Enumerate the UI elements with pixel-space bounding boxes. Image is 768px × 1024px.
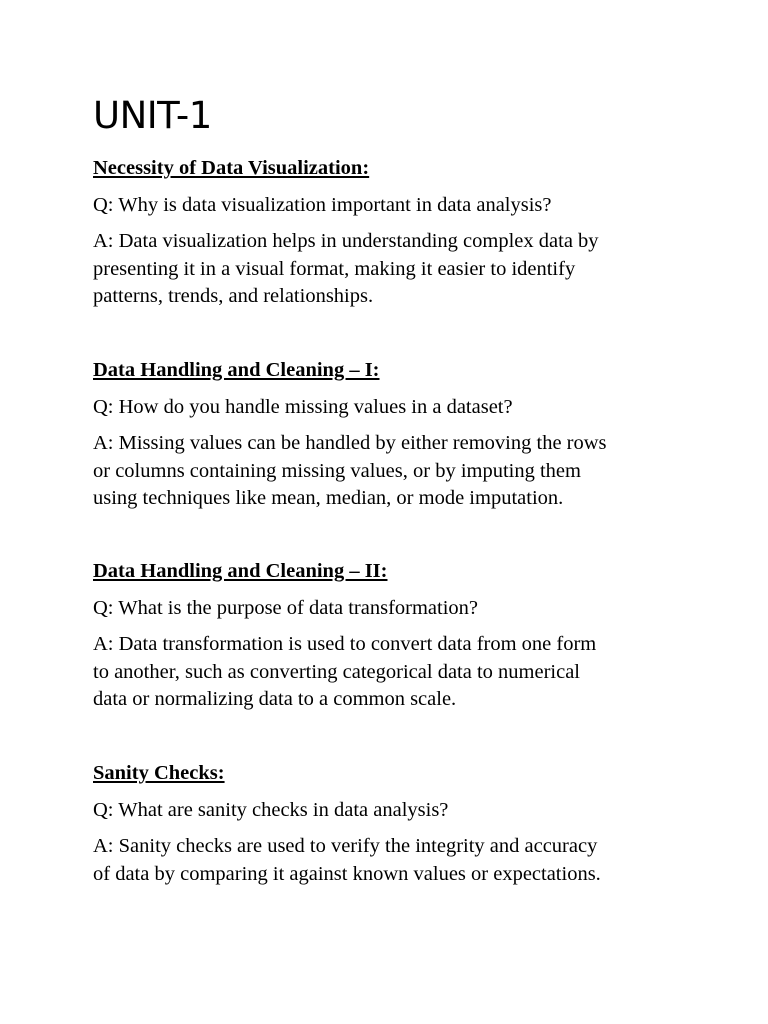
answer-line: or columns containing missing values, or by imputing them (93, 459, 581, 482)
answer-line: of data by comparing it against known values or expectations. (93, 862, 601, 885)
answer-line: using techniques like mean, median, or mode imputation. (93, 487, 564, 509)
answer-line: data or normalizing data to a common scale. (93, 688, 457, 710)
answer-line: A: Missing values can be handled by either removing the rows (93, 432, 607, 454)
section-answer (93, 430, 693, 513)
section-question: Q: What are sanity checks in data analysis? (93, 799, 449, 821)
answer-line: to another, such as converting categorical data to numerical (93, 660, 580, 683)
section-heading: Necessity of Data Visualization: (93, 157, 370, 179)
section-answer (93, 833, 693, 888)
answer-line: presenting it in a visual format, making it easier to identify (93, 257, 576, 280)
section-data-handling-cleaning-1 (93, 357, 693, 513)
section-question: Q: How do you handle missing values in a dataset? (93, 396, 513, 418)
section-data-handling-cleaning-2 (93, 558, 693, 714)
answer-line: A: Data visualization helps in understanding complex data by (93, 230, 599, 252)
section-sanity-checks (93, 760, 693, 888)
answer-line: A: Data transformation is used to convert data from one form (93, 633, 597, 655)
section-heading: Data Handling and Cleaning – I: (93, 359, 380, 381)
answer-line: A: Sanity checks are used to verify the integrity and accuracy (93, 835, 598, 857)
page-title: UNIT-1 (93, 94, 212, 137)
answer-line: patterns, trends, and relationships. (93, 285, 374, 307)
section-heading: Data Handling and Cleaning – II: (93, 560, 388, 582)
section-question: Q: What is the purpose of data transformation? (93, 597, 479, 619)
section-necessity-of-data-visualization (93, 155, 693, 311)
section-heading: Sanity Checks: (93, 762, 225, 784)
section-answer (93, 228, 693, 311)
section-answer (93, 631, 693, 714)
section-question: Q: Why is data visualization important in data analysis? (93, 194, 552, 216)
